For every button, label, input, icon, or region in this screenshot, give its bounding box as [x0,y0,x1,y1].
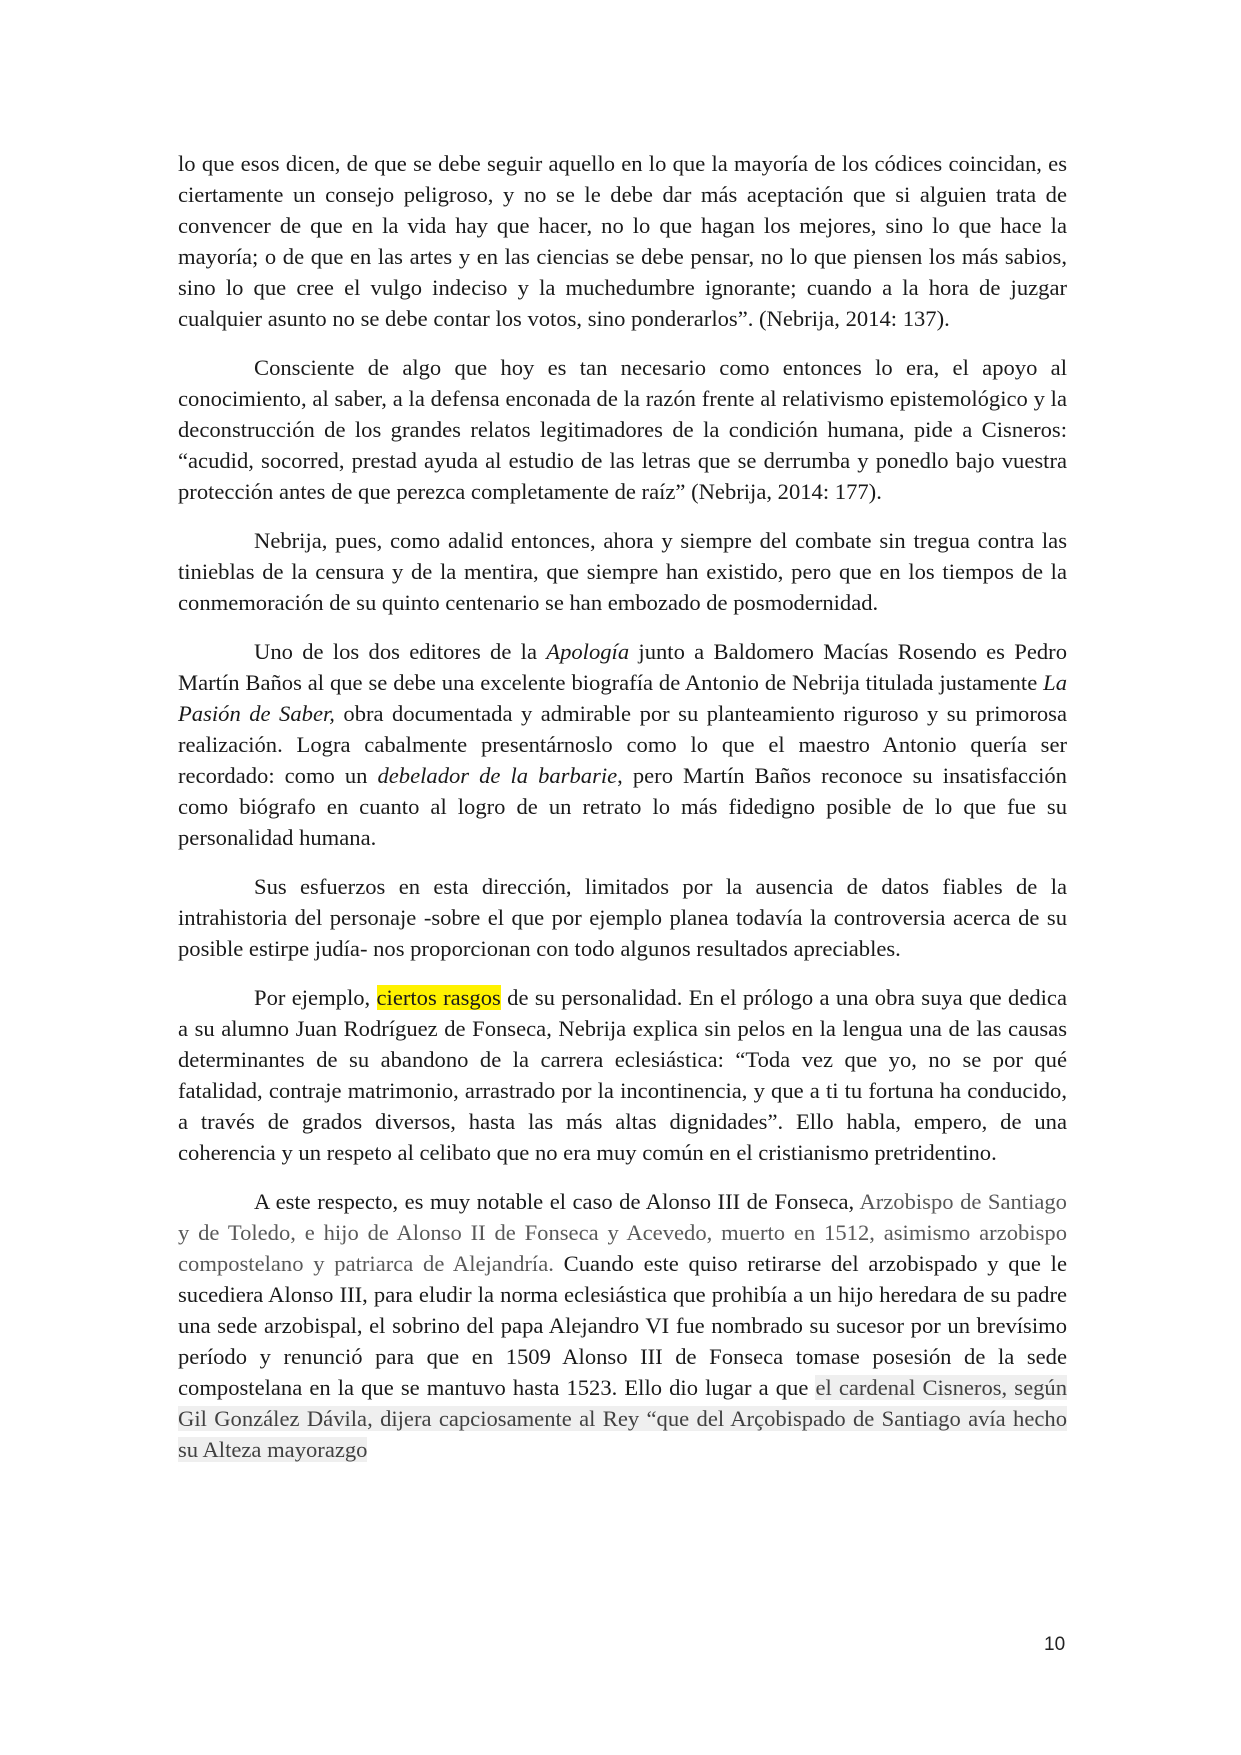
page-number: 10 [1044,1634,1066,1655]
paragraph-4-text-d: , pero Martín Baños reconoce su insatisfacción como biógrafo en cuanto al logro de un retrato lo más fidedigno posible de lo que fue su personalidad humana. [178,763,1067,850]
paragraph-7 [178,1186,1067,1465]
paragraph-4 [178,636,1067,853]
paragraph-1: lo que esos dicen, de que se debe seguir aquello en lo que la mayoría de los códices coincidan, es ciertamente un consejo peligroso, y no se le debe dar más aceptación que si alguien trata de convencer de que en la vida hay que hacer, no lo que hagan los mejores, sino lo que hace la mayoría; o de que en las artes y en las ciencias se debe pensar, no lo que piensen los más sabios, sino lo que cree el vulgo indeciso y la muchedumbre ignorante; cuando a la hora de juzgar cualquier asunto no se debe contar los votos, sino ponderarlos”. (Nebrija, 2014: 137). [178,151,1067,331]
grey-text-run: Arzobispo de Santiago y de Toledo, e hijo de Alonso II de Fonseca y Acevedo, muerto en 1512, asimismo arzobispo compostelano y patriarca de Alejandría. [178,1189,1067,1276]
paragraph-6-text-a: Por ejemplo, [254,985,377,1010]
paragraph-6-text-b: de su personalidad. En el prólogo a una obra suya que dedica a su alumno Juan Rodríguez de Fonseca, Nebrija explica sin pelos en la lengua una de las causas determinantes de su abandono de la carrera eclesiástica: “Toda vez que yo, no se por qué fatalidad, contraje matrimonio, arrastrado por la incontinencia, y que a ti tu fortuna ha conducido, a través de grados diversos, hasta las más altas dignidades”. Ello habla, empero, de una coherencia y un respeto al celibato que no era muy común en el cristianismo pretridentino. [178,985,1067,1165]
paragraph-4-text-c: obra documentada y admirable por su planteamiento riguroso y su primorosa realización. Logra cabalmente presentárnoslo como lo que el maestro Antonio quería ser recordado: como un [178,701,1067,788]
paragraph-7-text-a: A este respecto, es muy notable el caso de Alonso III de Fonseca, [254,1189,860,1214]
grey-highlight: el cardenal Cisneros, según Gil González Dávila, dijera capciosamente al Rey “que del Arçobispado de Santiago avía hecho su Alteza mayorazgo [178,1375,1067,1462]
paragraph-5: Sus esfuerzos en esta dirección, limitados por la ausencia de datos fiables de la intrahistoria del personaje -sobre el que por ejemplo planea todavía la controversia acerca de su posible estirpe judía- nos proporcionan con todo algunos resultados apreciables. [178,874,1067,961]
emphasis-phrase: debelador de la barbarie [377,763,618,788]
paragraph-4-text-b: junto a Baldomero Macías Rosendo es Pedro Martín Baños al que se debe una excelente biografía de Antonio de Nebrija titulada justamente [178,639,1067,695]
book-title: La Pasión de Saber, [178,670,1067,726]
paragraph-2: Consciente de algo que hoy es tan necesario como entonces lo era, el apoyo al conocimiento, al saber, a la defensa enconada de la razón frente al relativismo epistemológico y la deconstrucción de los grandes relatos legitimadores de la condición humana, pide a Cisneros: “acudid, socorred, prestad ayuda al estudio de las letras que se derrumba y ponedlo bajo vuestra protección antes de que perezca completamente de raíz” (Nebrija, 2014: 177). [178,355,1067,504]
paragraph-4-text-a: Uno de los dos editores de la [254,639,547,664]
paragraph-6 [178,982,1067,1168]
paragraph-3: Nebrija, pues, como adalid entonces, ahora y siempre del combate sin tregua contra las tinieblas de la censura y de la mentira, que siempre han existido, pero que en los tiempos de la conmemoración de su quinto centenario se han embozado de posmodernidad. [178,528,1067,615]
body-text [178,148,1067,1483]
paragraph-7-text-b: Cuando este quiso retirarse del arzobispado y que le sucediera Alonso III, para eludir la norma eclesiástica que prohibía a un hijo heredara de su padre una sede arzobispal, el sobrino del papa Alejandro VI fue nombrado su sucesor por un brevísimo período y renunció para que en 1509 Alonso III de Fonseca tomase posesión de la sede compostelana en la que se mantuvo hasta 1523. Ello dio lugar a que [178,1251,1067,1400]
apologia-title: Apología [546,639,630,664]
yellow-highlight: ciertos rasgos [376,985,501,1010]
